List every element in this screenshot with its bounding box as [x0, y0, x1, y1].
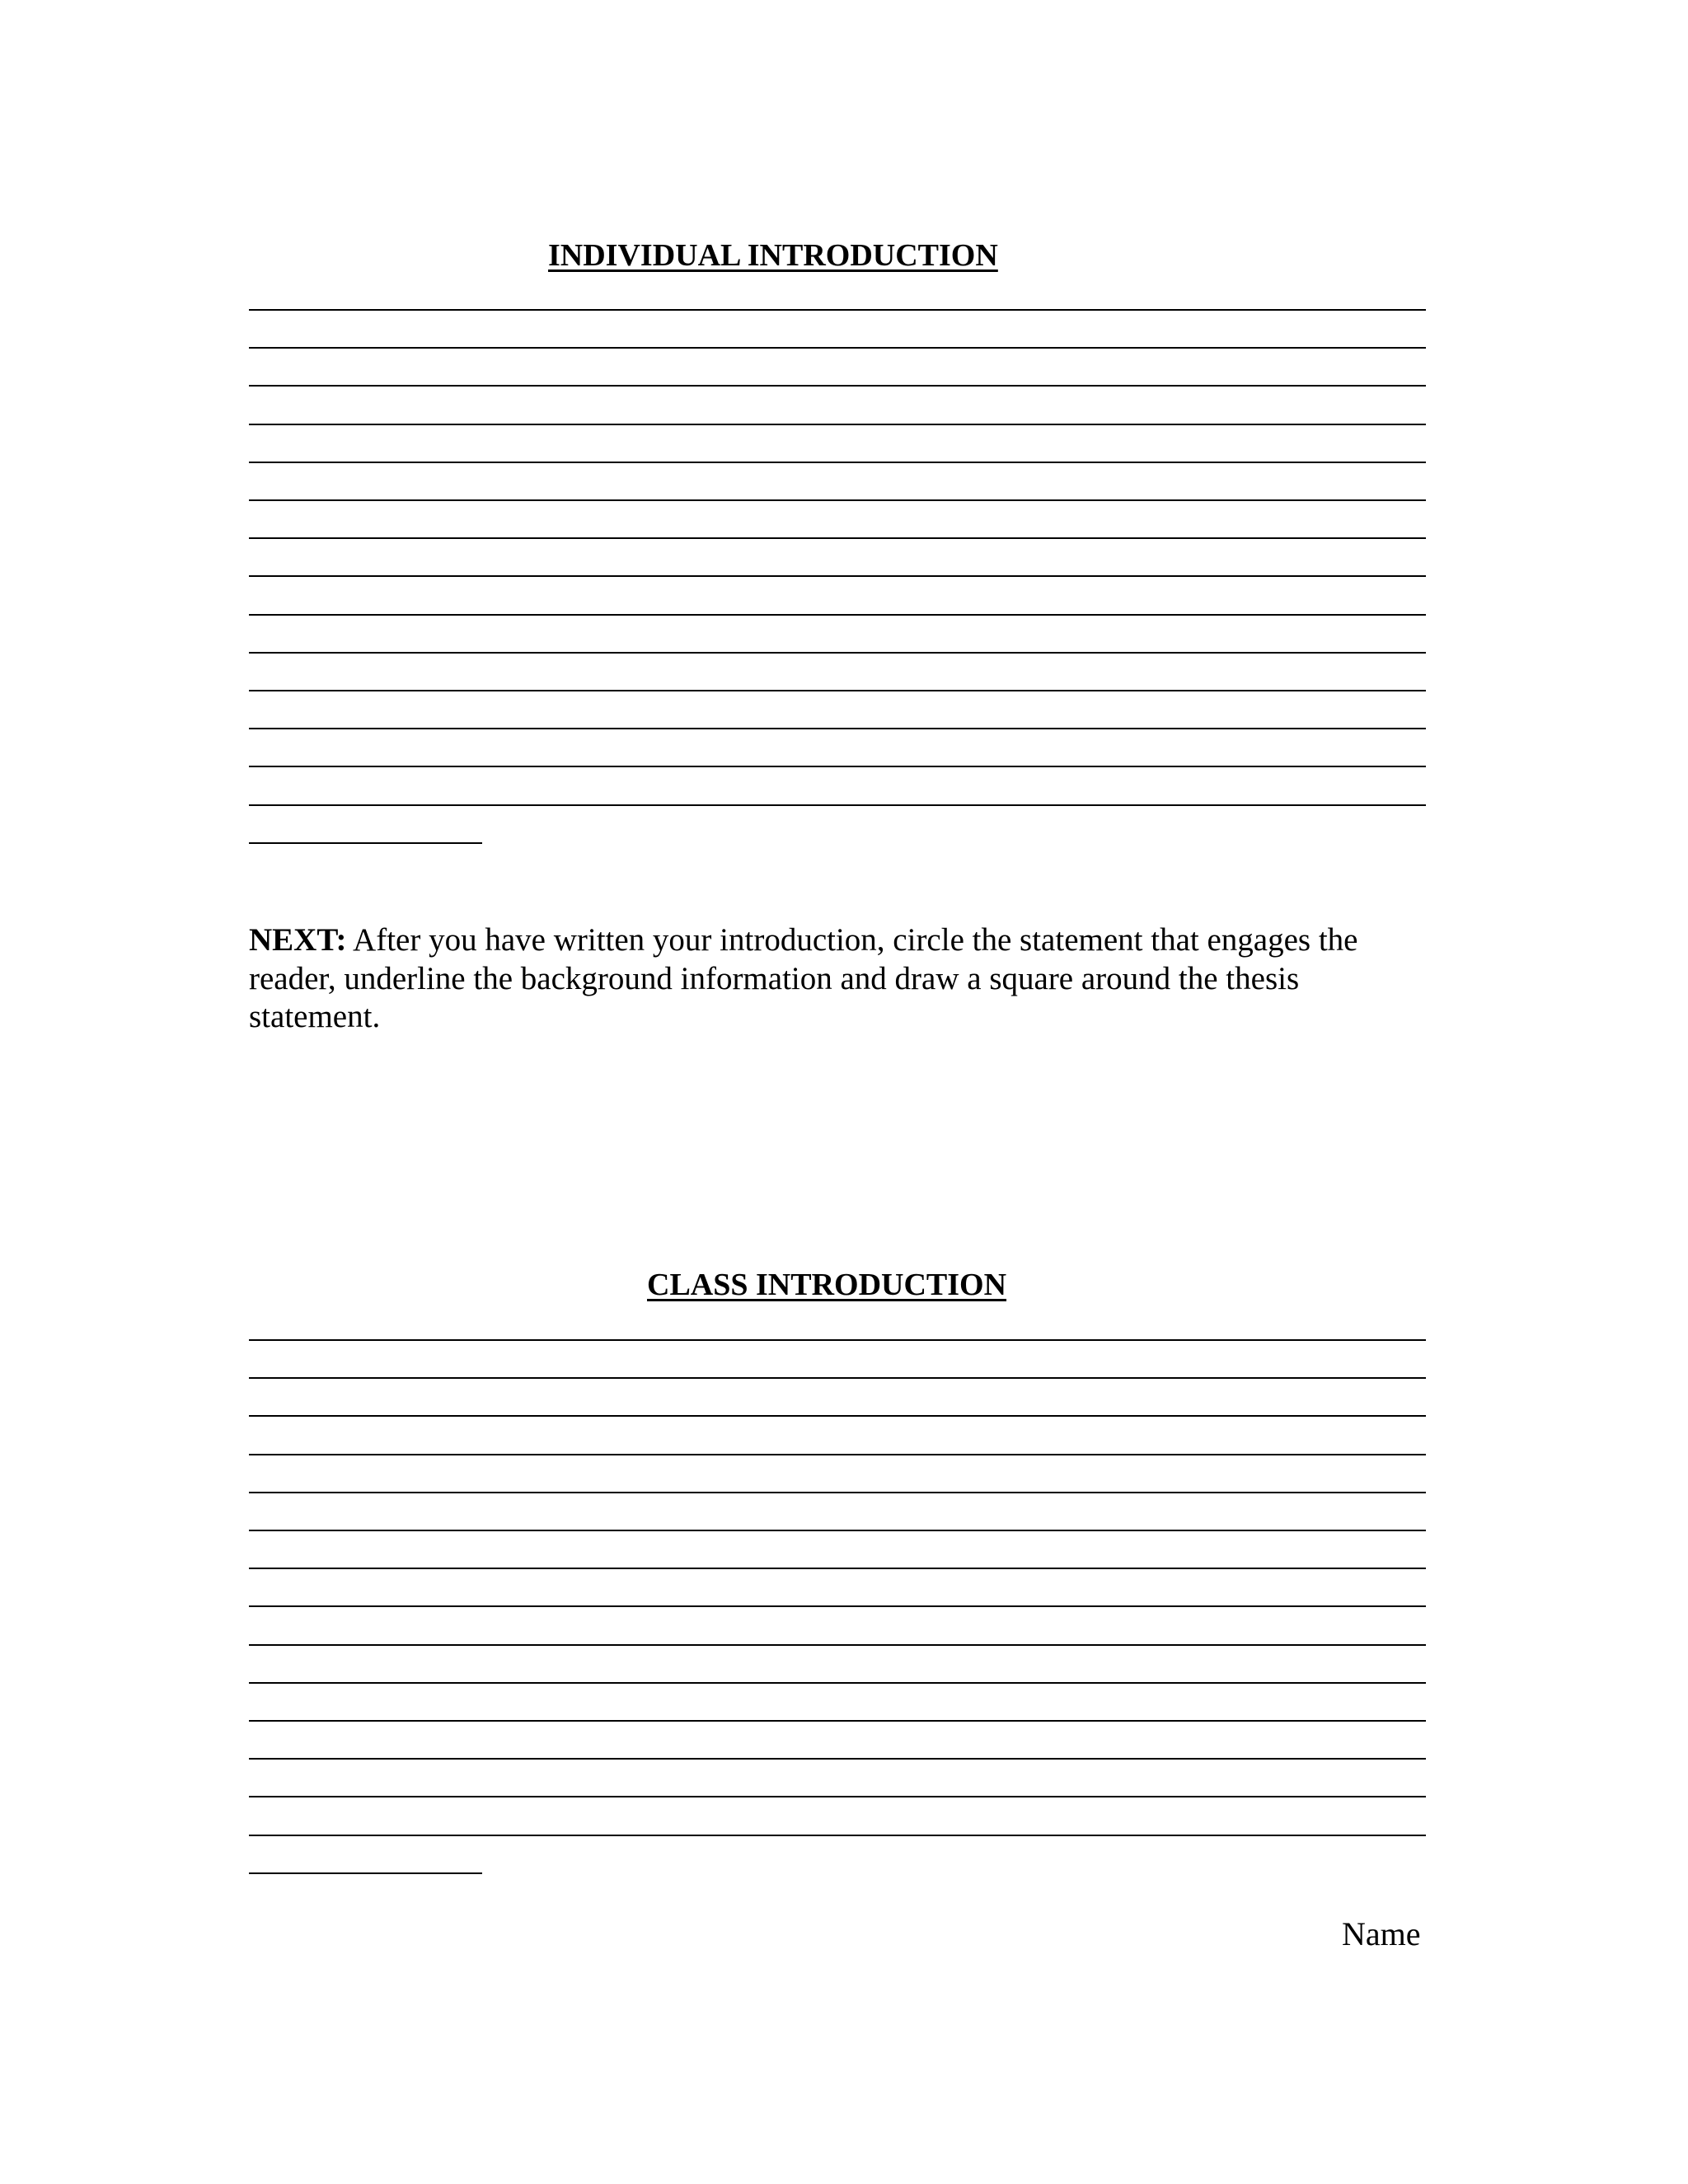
writing-line-short: [249, 1872, 482, 1874]
writing-line: [249, 575, 1426, 577]
instructions-paragraph: [249, 921, 1436, 1037]
name-label: Name: [1342, 1915, 1421, 1952]
writing-line: [249, 1492, 1426, 1493]
writing-line: [249, 690, 1426, 691]
instructions-text: After you have written your introduction, circle the statement that engages the reader, underline the background information and draw a square around the thesis statement.: [249, 922, 1358, 1034]
writing-line: [249, 728, 1426, 729]
writing-line: [249, 347, 1426, 349]
writing-line: [249, 1796, 1426, 1797]
writing-line: [249, 499, 1426, 501]
writing-line: [249, 1758, 1426, 1760]
writing-line: [249, 1530, 1426, 1531]
writing-line: [249, 1377, 1426, 1379]
writing-line: [249, 766, 1426, 767]
writing-line: [249, 804, 1426, 806]
writing-line: [249, 1720, 1426, 1722]
writing-line: [249, 385, 1426, 387]
writing-line: [249, 1339, 1426, 1341]
writing-line: [249, 1415, 1426, 1417]
writing-line: [249, 614, 1426, 616]
writing-line: [249, 537, 1426, 539]
class-introduction-heading: CLASS INTRODUCTION: [647, 1268, 1007, 1302]
writing-line: [249, 1605, 1426, 1607]
writing-line: [249, 309, 1426, 311]
writing-line: [249, 1454, 1426, 1455]
writing-line: [249, 1568, 1426, 1569]
writing-line: [249, 1682, 1426, 1684]
writing-line: [249, 652, 1426, 654]
writing-line: [249, 424, 1426, 425]
writing-line: [249, 1835, 1426, 1836]
instructions-lead: NEXT:: [249, 922, 347, 958]
individual-introduction-heading: INDIVIDUAL INTRODUCTION: [548, 238, 998, 273]
writing-line-short: [249, 842, 482, 844]
writing-line: [249, 1644, 1426, 1646]
writing-line: [249, 462, 1426, 463]
